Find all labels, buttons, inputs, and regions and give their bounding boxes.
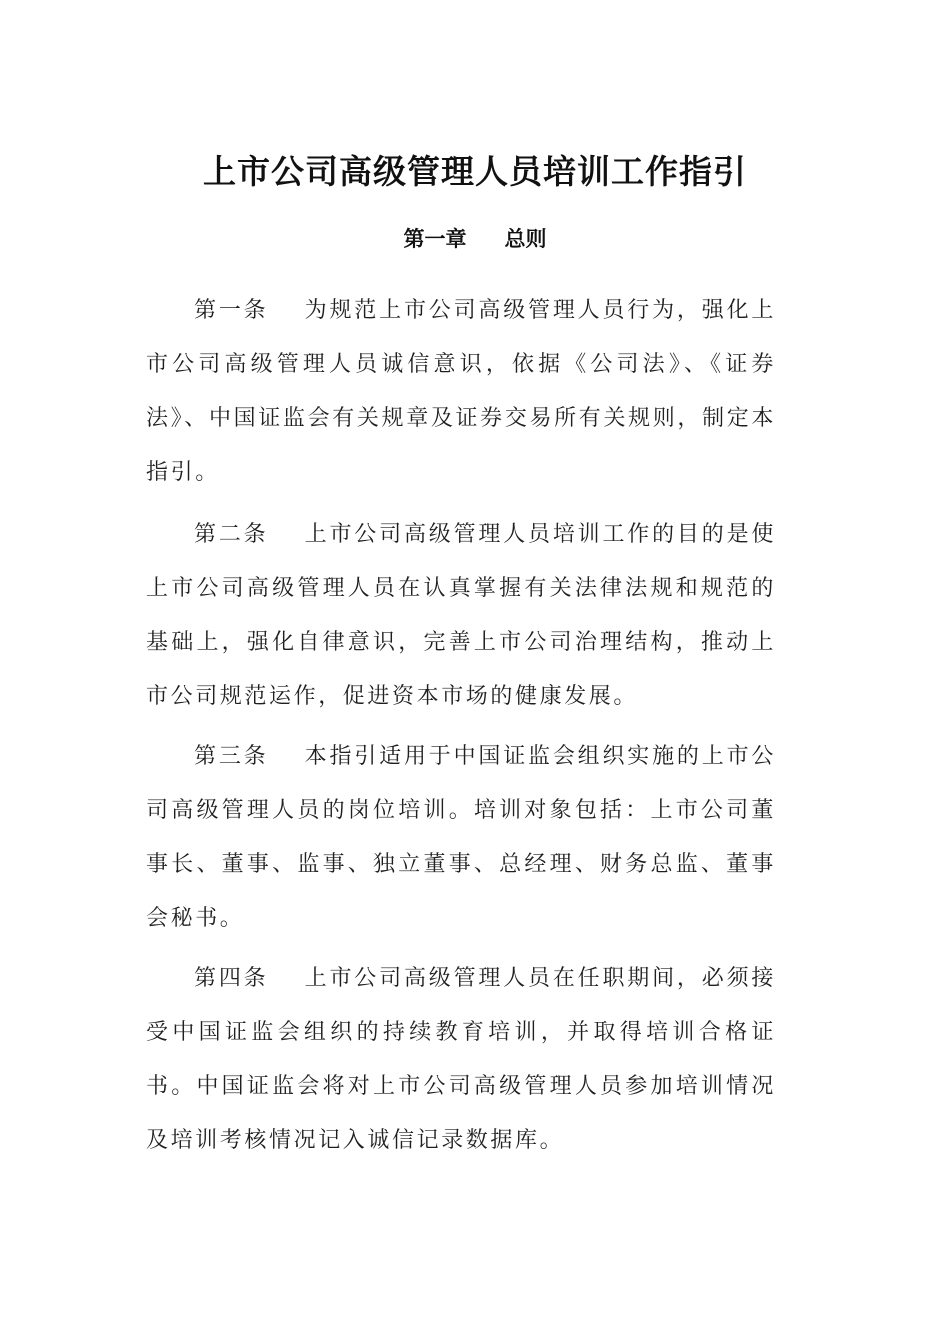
article-text: 本指引适用于中国证监会组织实施的上市公司高级管理人员的岗位培训。培训对象包括：上市公司董事长、董事、监事、独立董事、总经理、财务总监、董事会秘书。 bbox=[146, 744, 776, 931]
article-text: 为规范上市公司高级管理人员行为，强化上市公司高级管理人员诚信意识，依据《公司法》、《证券法》、中国证监会有关规章及证券交易所有关规则，制定本指引。 bbox=[146, 298, 776, 485]
article-number: 第三条 bbox=[194, 744, 269, 769]
article-text: 上市公司高级管理人员在任职期间，必须接受中国证监会组织的持续教育培训，并取得培训合格证书。中国证监会将对上市公司高级管理人员参加培训情况及培训考核情况记入诚信记录数据库。 bbox=[146, 966, 776, 1153]
article-number: 第四条 bbox=[194, 966, 269, 991]
article-3 bbox=[146, 730, 776, 946]
document-title: 上市公司高级管理人员培训工作指引 bbox=[203, 152, 747, 191]
article-2 bbox=[146, 508, 776, 724]
article-number: 第一条 bbox=[194, 298, 269, 323]
article-text: 上市公司高级管理人员培训工作的目的是使上市公司高级管理人员在认真掌握有关法律法规和规范的基础上，强化自律意识，完善上市公司治理结构，推动上市公司规范运作，促进资本市场的健康发展。 bbox=[146, 522, 776, 709]
chapter-name: 总则 bbox=[504, 227, 547, 251]
article-number: 第二条 bbox=[194, 522, 269, 547]
chapter-number: 第一章 bbox=[403, 227, 467, 251]
article-1 bbox=[146, 284, 776, 500]
chapter-heading bbox=[0, 222, 950, 256]
article-4 bbox=[146, 952, 776, 1168]
